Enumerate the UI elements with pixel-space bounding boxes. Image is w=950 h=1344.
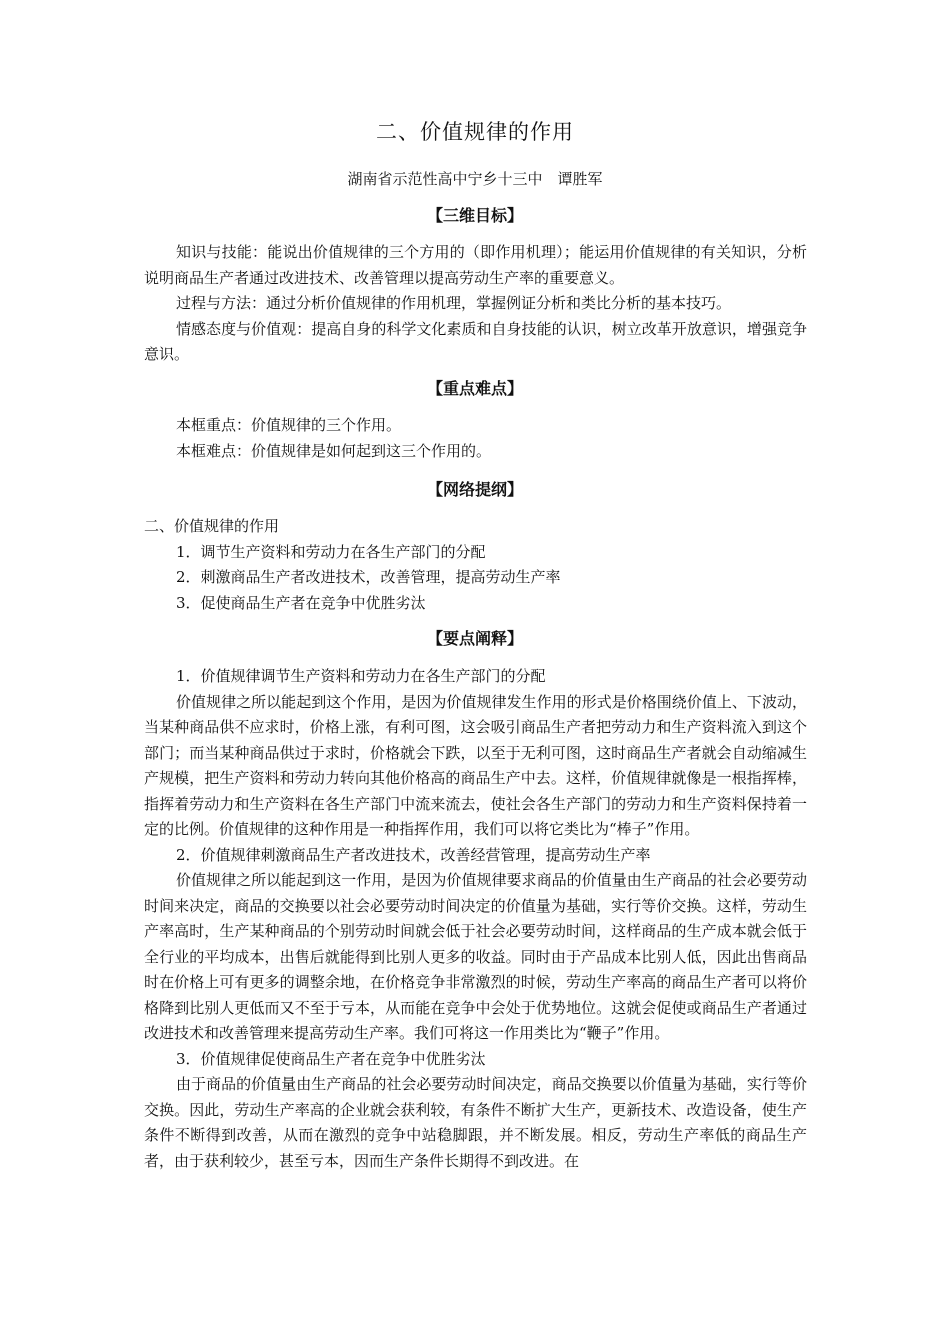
outline-item: 3．促使商品生产者在竞争中优胜劣汰 [176,593,426,612]
heading-outline: 【网络提纲】 [426,480,523,499]
subheading: 2．价值规律刺激商品生产者改进技术，改善经营管理，提高劳动生产率 [176,845,651,864]
section-key-points [144,413,807,464]
section-three-goals [144,240,807,368]
subheading: 3．价值规律促使商品生产者在竞争中优胜劣汰 [176,1049,486,1068]
outline-item: 2．刺激商品生产者改进技术，改善管理，提高劳动生产率 [176,568,561,586]
paragraph: 本框重点：价值规律的三个作用。 [176,416,402,434]
doc-author: 湖南省示范性高中宁乡十三中 谭胜军 [347,170,603,188]
heading-three-goals: 【三维目标】 [426,206,523,225]
paragraph: 价值规律之所以能起到这一作用，是因为价值规律要求商品的价值量由生产商品的社会必要劳动时间来决定，商品的交换要以社会必要劳动时间决定的价值量为基础，实行等价交换。这样，劳动生产率高时，生产某种商品的个别劳动时间就会低于社会必要劳动时间，这样商品的生产成本就会低于全行业的平均成本，出售后就能得到比别人更多的收益。同时由于产品成本比别人低，因此出售商品时在价格上可有更多的调整余地，在价格竞争非常激烈的时候，劳动生产率高的商品生产者可以将价格降到比别人更低而又不至于亏本，从而能在竞争中会处于优势地位。这就会促使或商品生产者通过改进技术和改善管理来提高劳动生产率。我们可将这一作用类比为“鞭子”作用。 [144,871,807,1042]
section-explanation [144,664,807,1174]
section-outline [144,514,807,616]
paragraph: 过程与方法：通过分析价值规律的作用机理，掌握例证分析和类比分析的基本技巧。 [176,294,732,312]
heading-key-points: 【重点难点】 [426,379,523,398]
paragraph: 本框难点：价值规律是如何起到这三个作用的。 [176,441,492,460]
outline-item: 二、价值规律的作用 [144,517,280,535]
paragraph: 由于商品的价值量由生产商品的社会必要劳动时间决定，商品交换要以价值量为基础，实行等价交换。因此，劳动生产率高的企业就会获利较，有条件不断扩大生产，更新技术、改造设备，使生产条件不断得到改善，从而在激烈的竞争中站稳脚跟，并不断发展。相反，劳动生产率低的商品生产者，由于获利较少，甚至亏本，因而生产条件长期得不到改进。在 [144,1075,807,1170]
paragraph: 知识与技能：能说出价值规律的三个方用的（即作用机理）；能运用价值规律的有关知识，分析说明商品生产者通过改进技术、改善管理以提高劳动生产率的重要意义。 [144,243,807,287]
heading-explanation: 【要点阐释】 [426,629,523,648]
outline-item: 1．调节生产资料和劳动力在各生产部门的分配 [176,542,486,561]
subheading: 1．价值规律调节生产资料和劳动力在各生产部门的分配 [176,667,546,685]
doc-title: 二、价值规律的作用 [376,120,574,144]
paragraph: 价值规律之所以能起到这个作用，是因为价值规律发生作用的形式是价格围绕价值上、下波动，当某种商品供不应求时，价格上涨，有利可图，这会吸引商品生产者把劳动力和生产资料流入到这个部门；而当某种商品供过于求时，价格就会下跌，以至于无利可图，这时商品生产者就会自动缩减生产规模，把生产资料和劳动力转向其他价格高的商品生产中去。这样，价值规律就像是一根指挥棒，指挥着劳动力和生产资料在各生产部门中流来流去，使社会各生产部门的劳动力和生产资料保持着一定的比例。价值规律的这种作用是一种指挥作用，我们可以将它类比为“棒子”作用。 [144,692,807,838]
paragraph: 情感态度与价值观：提高自身的科学文化素质和自身技能的认识，树立改革开放意识，增强竞争意识。 [144,319,807,363]
